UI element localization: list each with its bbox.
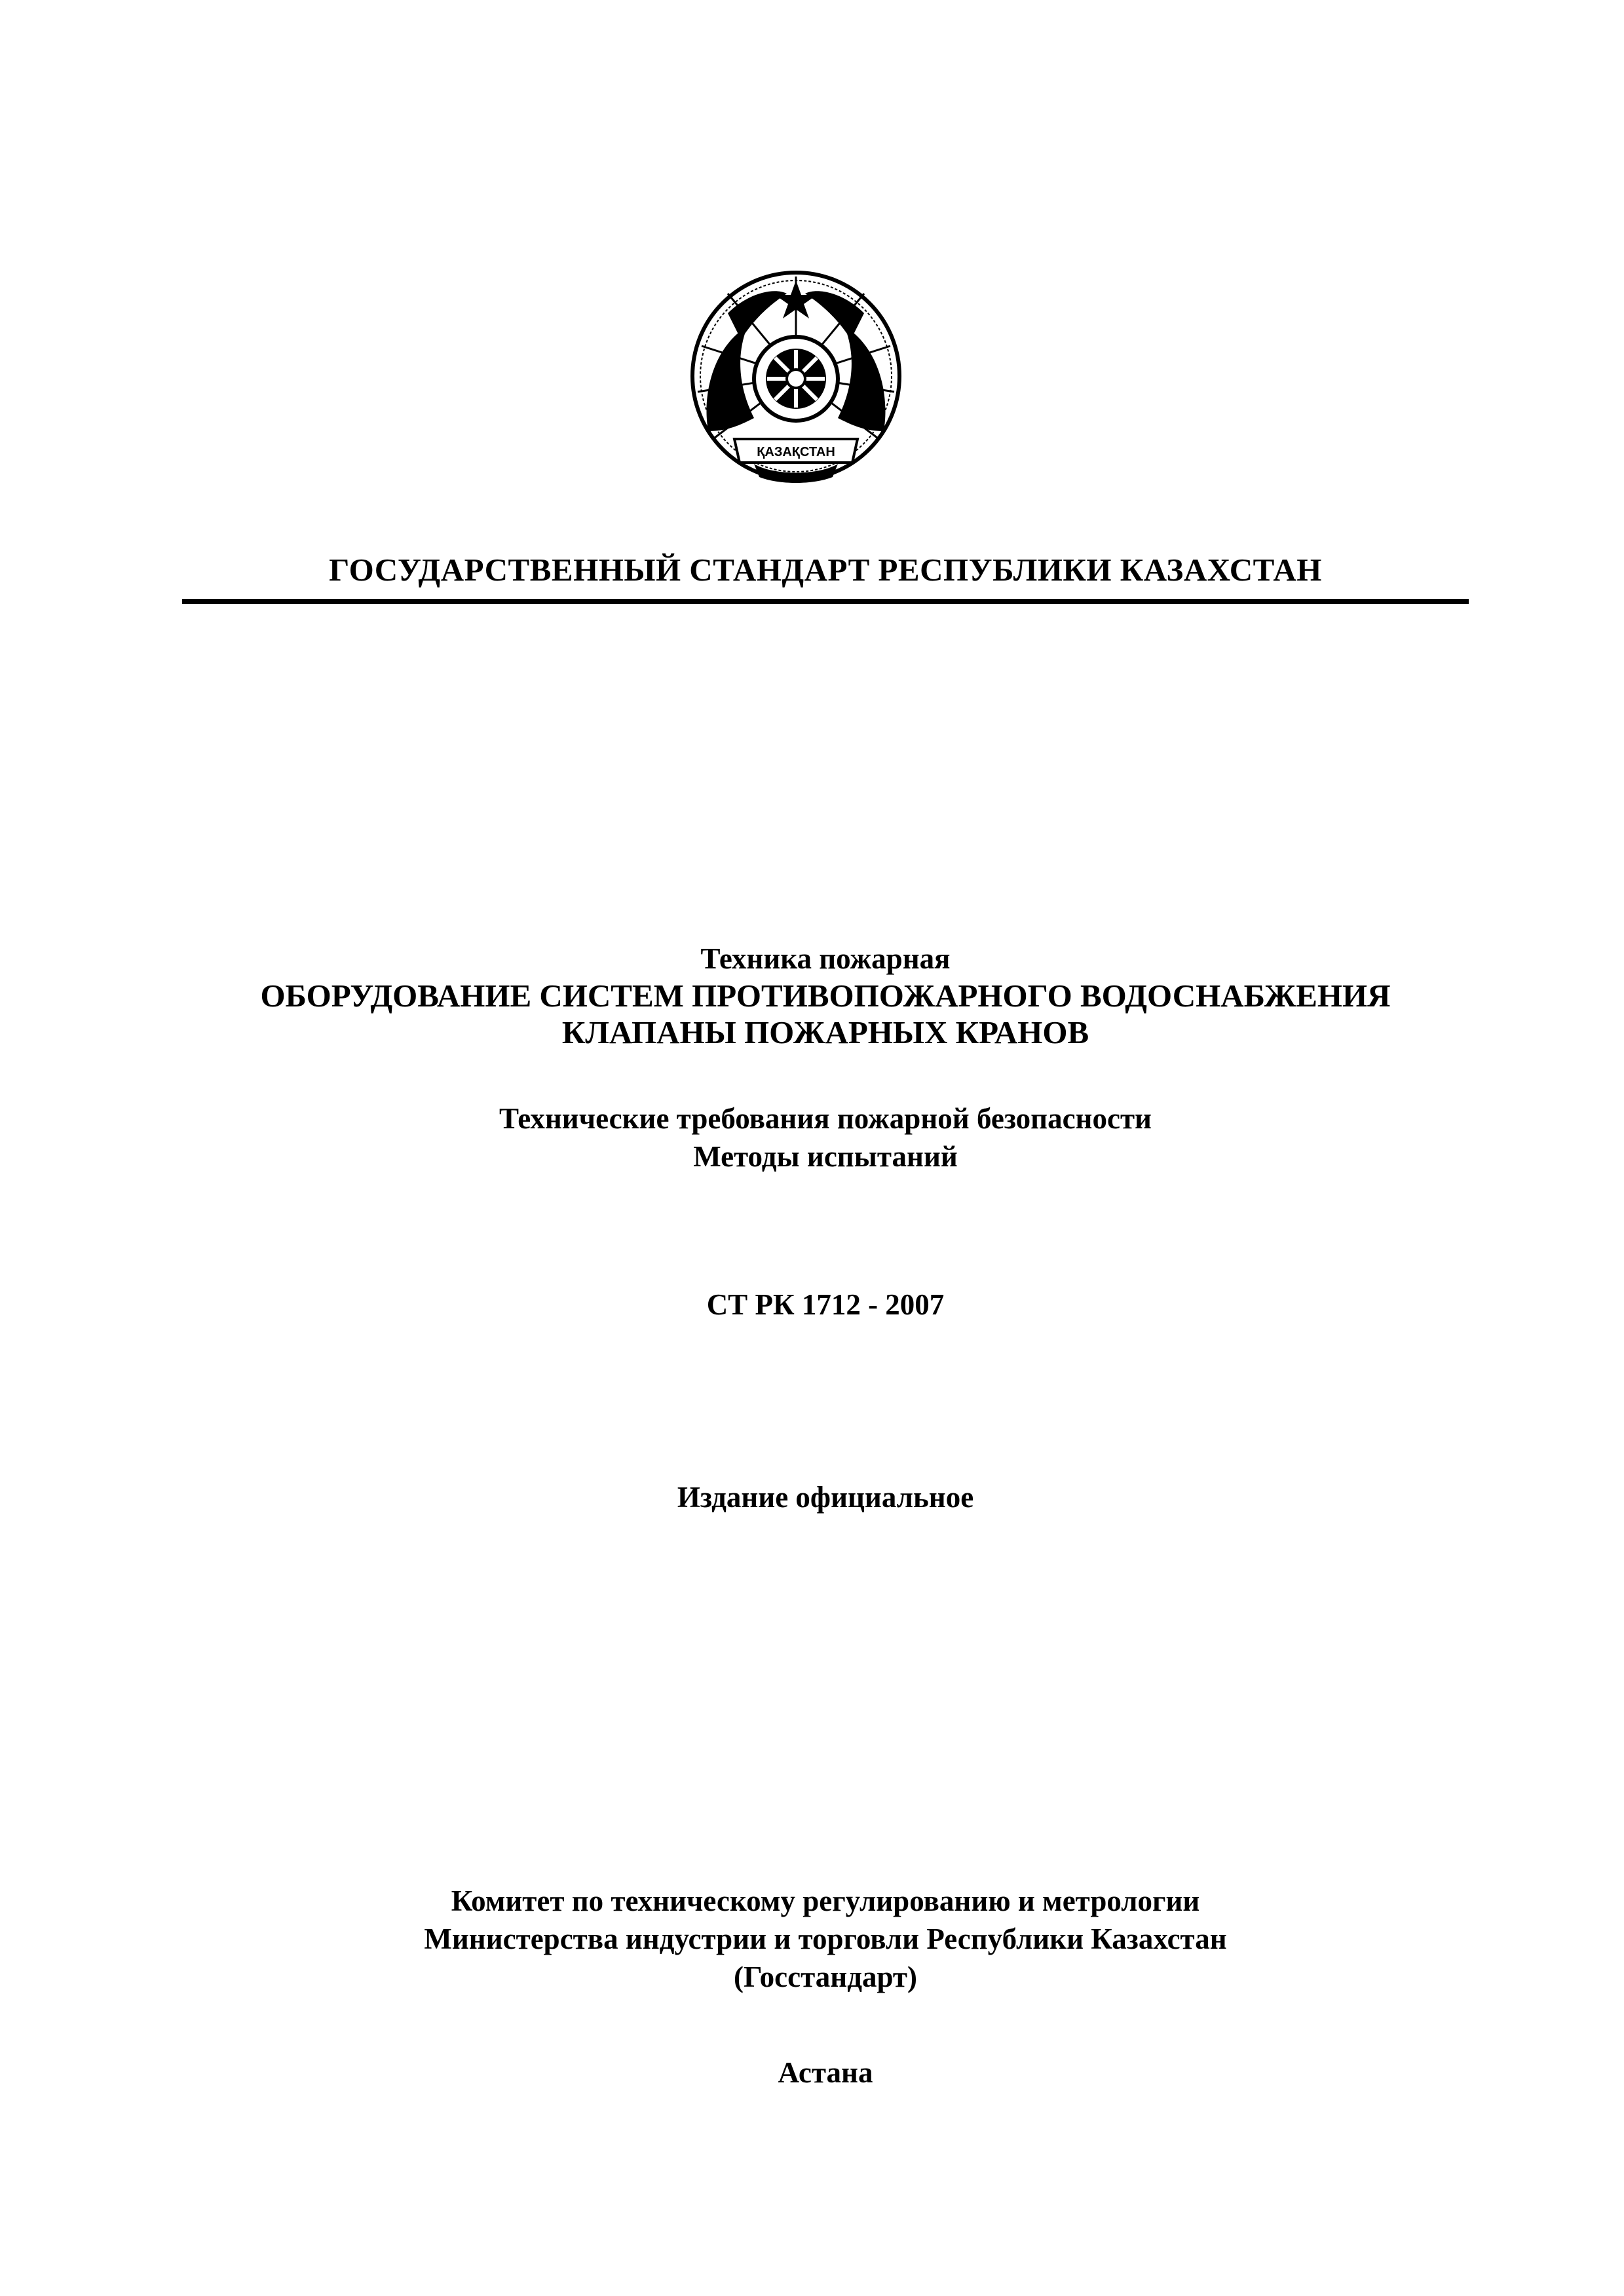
title-line-2: КЛАПАНЫ ПОЖАРНЫХ КРАНОВ <box>561 1014 1089 1050</box>
publisher-line-3: (Госстандарт) <box>734 1961 917 1993</box>
subtitle-line-2: Методы испытаний <box>693 1140 958 1173</box>
designation-text: СТ РК 1712 - 2007 <box>706 1288 945 1321</box>
publisher <box>182 1882 1469 1996</box>
title-category: Техника пожарная <box>700 942 951 975</box>
publisher-line-1: Комитет по техническому регулированию и метрологии <box>451 1885 1200 1917</box>
publication-city <box>182 2054 1469 2092</box>
standard-designation <box>182 1286 1469 1324</box>
city-text: Астана <box>778 2056 873 2089</box>
publisher-line-2: Министерства индустрии и торговли Республики Казахстан <box>424 1923 1227 1955</box>
document-title <box>182 940 1469 1051</box>
emblem-inscription: ҚАЗАҚСТАН <box>757 445 835 459</box>
subtitle-line-1: Технические требования пожарной безопасности <box>499 1102 1152 1135</box>
state-emblem <box>689 267 903 489</box>
title-line-1: ОБОРУДОВАНИЕ СИСТЕМ ПРОТИВОПОЖАРНОГО ВОДОСНАБЖЕНИЯ <box>260 978 1391 1014</box>
standard-type-heading: ГОСУДАРСТВЕННЫЙ СТАНДАРТ РЕСПУБЛИКИ КАЗАХСТАН <box>329 552 1322 588</box>
edition-text: Издание официальное <box>677 1481 974 1514</box>
document-subtitle <box>182 1100 1469 1176</box>
heading-divider <box>182 599 1469 604</box>
kazakhstan-state-emblem-icon <box>689 267 903 489</box>
edition-label <box>182 1478 1469 1516</box>
